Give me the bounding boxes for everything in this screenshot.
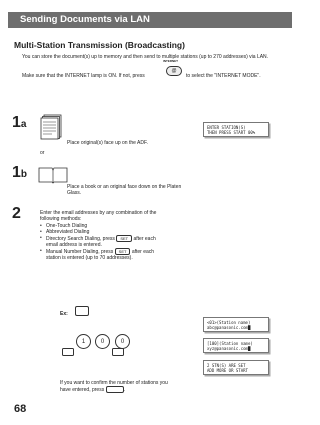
list-item-text: after each email address is entered. (46, 235, 156, 248)
example-label: Ex: (60, 311, 68, 317)
internet-key-icon (163, 59, 183, 79)
list-item-text: Abbreviated Dialing (46, 229, 90, 235)
lcd-line: ENTER STATION(S) (207, 125, 246, 130)
lcd-display-enter-stations (203, 122, 269, 137)
page-number: 68 (14, 403, 27, 415)
step-1a-num: 1 (12, 114, 21, 131)
step-1a-number (12, 114, 26, 134)
confirm-text: If you want to confirm the number of stations you have entered, press (60, 380, 168, 393)
lcd-line: abc@panasonic.com█ (207, 325, 251, 330)
section-header-bar (8, 12, 292, 28)
step-1b-sub: b (20, 169, 28, 180)
lcd-display-stations-set (203, 360, 269, 375)
number-key-1: 1 (76, 334, 91, 349)
number-key-0: 0 (115, 334, 130, 349)
page-title: Multi-Station Transmission (Broadcasting) (14, 40, 185, 50)
lcd-line: 2 STN(S) ARE SET (207, 363, 246, 368)
number-key-0: 0 (95, 334, 110, 349)
one-touch-key-icon (75, 306, 89, 316)
dial-method-list (40, 223, 165, 261)
book-icon (38, 166, 68, 184)
list-item-text: One-Touch Dialing (46, 223, 88, 229)
lamp-instruction-end: to select the "INTERNET MODE". (186, 73, 261, 79)
confirm-end: . (123, 386, 125, 393)
step-1b-num: 1 (12, 164, 21, 181)
list-item (40, 235, 165, 248)
set-key-blank (106, 386, 124, 393)
section-header-title: Sending Documents via LAN (20, 14, 150, 25)
internet-key-caption: INTERNET (163, 59, 178, 63)
lcd-display-station-100 (203, 338, 269, 353)
step-or-text: or (40, 150, 45, 156)
intro-paragraph: You can store the document(s) up to memory and then send to multiple stations (up to 270 addresses) via LAN. (22, 54, 269, 60)
list-item (40, 248, 165, 261)
abbr-key-icon (62, 348, 74, 356)
lcd-line: [100](Station name) (207, 341, 253, 346)
abbr-key-icon (112, 348, 124, 356)
step-1b-text: Place a book or an original face down on the Platen Glass. (67, 184, 182, 196)
set-key: SET (115, 248, 131, 255)
lcd-line: ADD MORE OR START (207, 368, 248, 373)
list-item-text: Directory Search Dialing, press (46, 235, 115, 242)
lamp-instruction: Make sure that the INTERNET lamp is ON. If not, press (22, 73, 145, 79)
step-1b-number (12, 164, 27, 184)
lcd-line: xyz@panasonic.com█ (207, 346, 251, 351)
set-key: SET (116, 235, 132, 242)
step-2-intro: Enter the email addresses by any combination of the following methods: (40, 210, 157, 222)
document-stack-icon (40, 114, 64, 140)
list-item-text: Manual Number Dialing, press (46, 248, 114, 255)
list-item-text: after each station is entered (up to 70 addresses). (46, 248, 155, 261)
step-1a-text: Place original(s) face up on the ADF. (67, 140, 148, 146)
internet-key-glyph: @ (166, 66, 182, 76)
lcd-line: <01>(Station name) (207, 320, 251, 325)
confirm-instruction (60, 380, 180, 393)
step-2-number: 2 (12, 205, 21, 222)
lcd-display-station-1 (203, 317, 269, 332)
step-1a-sub: a (20, 119, 27, 130)
lcd-line: THEN PRESS START 00% (207, 130, 256, 135)
